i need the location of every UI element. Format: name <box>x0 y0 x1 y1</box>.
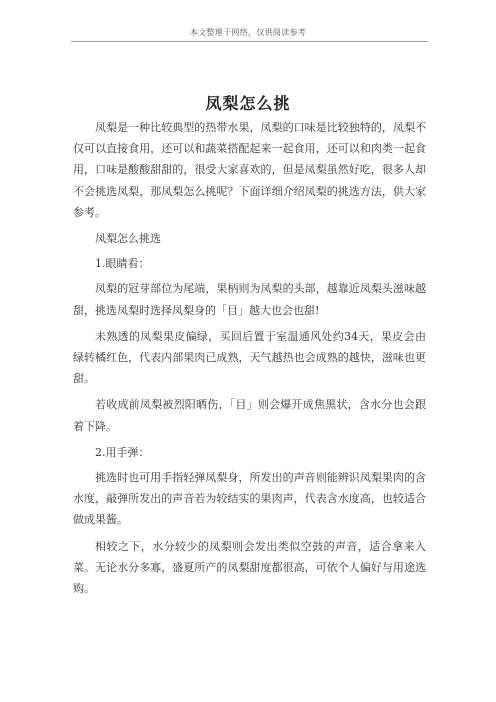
intro-paragraph: 凤梨是一种比较典型的热带水果，凤梨的口味是比较独特的，凤梨不仅可以直接食用，还可以和蔬菜搭配起来一起食用，还可以和肉类一起食用，口味是酸酸甜甜的，很受大家喜欢的，但是凤梨虽然好吃，很多人却不会挑选凤梨，那凤梨怎么挑呢？下面详细介绍凤梨的挑选方法，供大家参考。 <box>73 121 426 219</box>
body-paragraph: 挑选时也可用手指轻弹凤梨身，所发出的声音则能辨识凤梨果肉的含水度，敲弹所发出的声音若为较结实的果肉声，代表含水度高，也较适合做成果酱。 <box>73 471 426 527</box>
header-divider <box>71 41 428 42</box>
subsection-heading-tap: 2.用手弹： <box>95 445 150 459</box>
section-heading: 凤梨怎么挑选 <box>95 232 161 246</box>
body-paragraph: 若收成前凤梨被烈阳晒伤，「目」则会爆开成焦黑状，含水分也会跟着下降。 <box>73 398 426 433</box>
body-paragraph: 凤梨的冠芽部位为尾端，果柄则为凤梨的头部，越靠近凤梨头滋味越甜，挑选凤梨时选择凤梨身的「目」越大也会也甜! <box>73 282 426 317</box>
document-title: 凤梨怎么挑 <box>205 93 291 113</box>
body-paragraph: 相较之下，水分较少的凤梨则会发出类似空鼓的声音，适合拿来入菜。无论水分多寡，盛夏所产的凤梨甜度都很高，可依个人偏好与用途选购。 <box>73 539 426 596</box>
subsection-heading-look: 1.眼睛看： <box>95 257 150 271</box>
document-body <box>73 117 426 604</box>
page-header-note: 本文整理于网络，仅供阅读参考 <box>189 28 307 37</box>
body-paragraph: 未熟透的凤梨果皮偏绿，买回后置于室温通风处约34天，果皮会由绿转橘红色，代表内部果肉已成熟，天气越热也会成熟的越快，滋味也更甜。 <box>73 329 426 386</box>
